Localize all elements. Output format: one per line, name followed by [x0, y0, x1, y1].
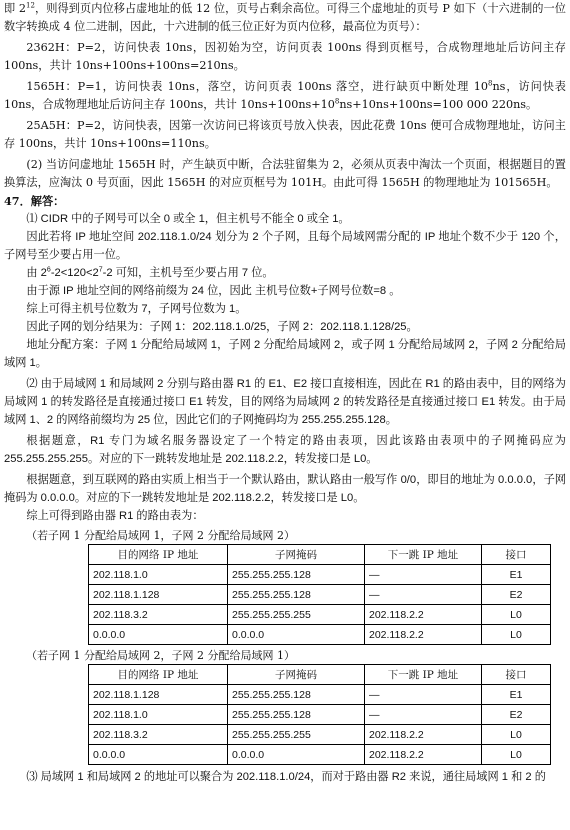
- header-dest: 目的网络 IP 地址: [89, 665, 228, 685]
- table-row: [89, 605, 551, 625]
- header-mask: 子网掩码: [228, 545, 365, 565]
- header-interface: 接口: [482, 665, 551, 685]
- cell-nexthop: 202.118.2.2: [365, 725, 482, 745]
- routing-table-2: [88, 664, 551, 765]
- cell-mask: 255.255.255.128: [228, 685, 365, 705]
- case-1565-a: 1565H：P=1，访问快表 10ns，落空，访问页表 100ns 落空，进行缺页中断处理 10: [26, 80, 488, 93]
- table-row: [89, 585, 551, 605]
- answer-s5: 综上可得主机号位数为 7，子网号位数为 1。: [26, 303, 247, 315]
- cell-nexthop: 202.118.2.2: [365, 605, 482, 625]
- header-nexthop: 下一跳 IP 地址: [365, 545, 482, 565]
- table2-caption: （若子网 1 分配给局域网 2，子网 2 分配给局域网 1）: [26, 649, 295, 662]
- s3-c: -2 可知，主机号至少要占用 7 位。: [102, 267, 274, 279]
- header-mask: 子网掩码: [228, 665, 365, 685]
- answer-s3: [4, 264, 566, 282]
- cell-dest: 0.0.0.0: [89, 745, 228, 765]
- intro-text-a: 即 2: [4, 2, 26, 15]
- answer-s6: 因此子网的划分结果为：子网 1：202.118.1.0/25，子网 2：202.118.1.128/25。: [26, 321, 418, 333]
- cell-interface: E2: [482, 585, 551, 605]
- answer-s7: 地址分配方案：子网 1 分配给局域网 1，子网 2 分配给局域网 2，或子网 1 分配给局域网 2，子网 2 分配给局域网 1。: [4, 339, 566, 369]
- cell-mask: 0.0.0.0: [228, 625, 365, 645]
- case-25a5-paragraph: 25A5H：P=2，访问快表，因第一次访问已将该页号放入快表，因此花费 10ns 便可合成物理地址，访问主存 100ns，共计 10ns+100ns=110ns。: [4, 119, 566, 150]
- table-header-row: [89, 545, 551, 565]
- cell-mask: 255.255.255.128: [228, 585, 365, 605]
- cell-mask: 0.0.0.0: [228, 745, 365, 765]
- cell-interface: L0: [482, 625, 551, 645]
- table-row: [89, 705, 551, 725]
- table-row: [89, 745, 551, 765]
- intro-sup: 12: [25, 1, 35, 10]
- cell-nexthop: —: [365, 685, 482, 705]
- cell-dest: 202.118.3.2: [89, 605, 228, 625]
- case-1565-b: ns，访问快表 10ns，合成物理地址后访问主存 100ns，共计 10ns+100ns+10: [4, 80, 566, 111]
- cell-mask: 255.255.255.255: [228, 725, 365, 745]
- cell-nexthop: —: [365, 705, 482, 725]
- header-nexthop: 下一跳 IP 地址: [365, 665, 482, 685]
- cell-dest: 202.118.3.2: [89, 725, 228, 745]
- cell-nexthop: —: [365, 585, 482, 605]
- header-interface: 接口: [482, 545, 551, 565]
- answer-s1: ⑴ CIDR 中的子网号可以全 0 或全 1，但主机号不能全 0 或全 1。: [26, 213, 350, 225]
- table1-caption: （若子网 1 分配给局域网 1，子网 2 分配给局域网 2）: [26, 529, 295, 542]
- cell-dest: 202.118.1.0: [89, 565, 228, 585]
- document-page: [4, 0, 566, 786]
- answer-s2: 因此若将 IP 地址空间 202.118.1.0/24 划分为 2 个子网，且每个局域网需分配的 IP 地址个数不少于 120 个，子网号至少要占用一位。: [4, 231, 566, 261]
- s3-b: -2<120<2: [50, 267, 99, 279]
- intro-text-b: ，则得到页内位移占虚地址的低 12 位，页号占剩余高位。可得三个虚地址的页号 P 如下（十六进制的一位数字转换成 4 位二进制，因此，十六进制的低三位正好为页内位移，最高位为页号）：: [4, 2, 566, 33]
- case-1565-c: ns+10ns+100ns=100 000 220ns。: [339, 98, 538, 111]
- table-header-row: [89, 665, 551, 685]
- answer-s4: 由于源 IP 地址空间的网络前缀为 24 位，因此 主机号位数+子网号位数=8 。: [26, 285, 401, 297]
- question-47-heading: 47．解答：: [4, 194, 65, 208]
- case-2362-paragraph: 2362H：P=2，访问快表 10ns，因初始为空，访问页表 100ns 得到页框号，合成物理地址后访问主存 100ns，共计 10ns+100ns+100ns=210ns。: [4, 41, 566, 72]
- cell-nexthop: 202.118.2.2: [365, 625, 482, 645]
- intro-paragraph: [4, 0, 566, 36]
- cell-interface: E1: [482, 565, 551, 585]
- case-1565-sup2: 8: [334, 97, 340, 106]
- s3-sup1: 6: [46, 266, 51, 274]
- cell-nexthop: —: [365, 565, 482, 585]
- table-row: [89, 625, 551, 645]
- cell-interface: L0: [482, 605, 551, 625]
- answer-s9: 根据题意，R1 专门为域名服务器设定了一个特定的路由表项，因此该路由表项中的子网掩码应为 255.255.255.255。对应的下一跳转发地址是 202.118.2.2，转发接口是 L0。: [4, 435, 566, 465]
- cell-dest: 0.0.0.0: [89, 625, 228, 645]
- case-1565-sup1: 8: [488, 79, 493, 88]
- cell-nexthop: 202.118.2.2: [365, 745, 482, 765]
- answer-s11: 综上可得到路由器 R1 的路由表为：: [26, 510, 204, 522]
- table-row: [89, 725, 551, 745]
- cell-mask: 255.255.255.255: [228, 605, 365, 625]
- cell-interface: E1: [482, 685, 551, 705]
- cell-interface: L0: [482, 725, 551, 745]
- cell-interface: E2: [482, 705, 551, 725]
- cell-interface: L0: [482, 745, 551, 765]
- case-1565-paragraph: [4, 78, 566, 114]
- answer-s10: 根据题意，到互联网的路由实质上相当于一个默认路由，默认路由一般写作 0/0，即目的地址为 0.0.0.0，子网掩码为 0.0.0.0。对应的下一跳转发地址是 202.118.2.2，转发接口是 L0。: [4, 474, 566, 504]
- s3-sup2: 7: [98, 266, 103, 274]
- answer-s12: ⑶ 局域网 1 和局域网 2 的地址可以聚合为 202.118.1.0/24，而对于路由器 R2 来说，通往局域网 1 和 2 的: [26, 771, 546, 783]
- answer-s8: ⑵ 由于局域网 1 和局域网 2 分别与路由器 R1 的 E1、E2 接口直接相连，因此在 R1 的路由表中，目的网络为局域网 1 的转发路径是直接通过接口 E1 转发，目的网络为局域网 2 的转发路径是直接通过接口 E1 转发。由于局域网 1、2 的网络前缀均为 25 位，因此它们的子网掩码均为 255.255.255.128。: [4, 378, 566, 426]
- cell-dest: 202.118.1.0: [89, 705, 228, 725]
- table-row: [89, 685, 551, 705]
- cell-dest: 202.118.1.128: [89, 585, 228, 605]
- routing-table-1: [88, 544, 551, 645]
- part2-paragraph: (2) 当访问虚地址 1565H 时，产生缺页中断，合法驻留集为 2，必须从页表中淘汰一个页面，根据题目的置换算法，应淘汰 0 号页面，因此 1565H 的对应页框号为 101H。由此可得 1565H 的物理地址为 101565H。: [4, 158, 566, 189]
- s3-a: 由 2: [26, 267, 47, 279]
- cell-dest: 202.118.1.128: [89, 685, 228, 705]
- cell-mask: 255.255.255.128: [228, 705, 365, 725]
- table-row: [89, 565, 551, 585]
- header-dest: 目的网络 IP 地址: [89, 545, 228, 565]
- cell-mask: 255.255.255.128: [228, 565, 365, 585]
